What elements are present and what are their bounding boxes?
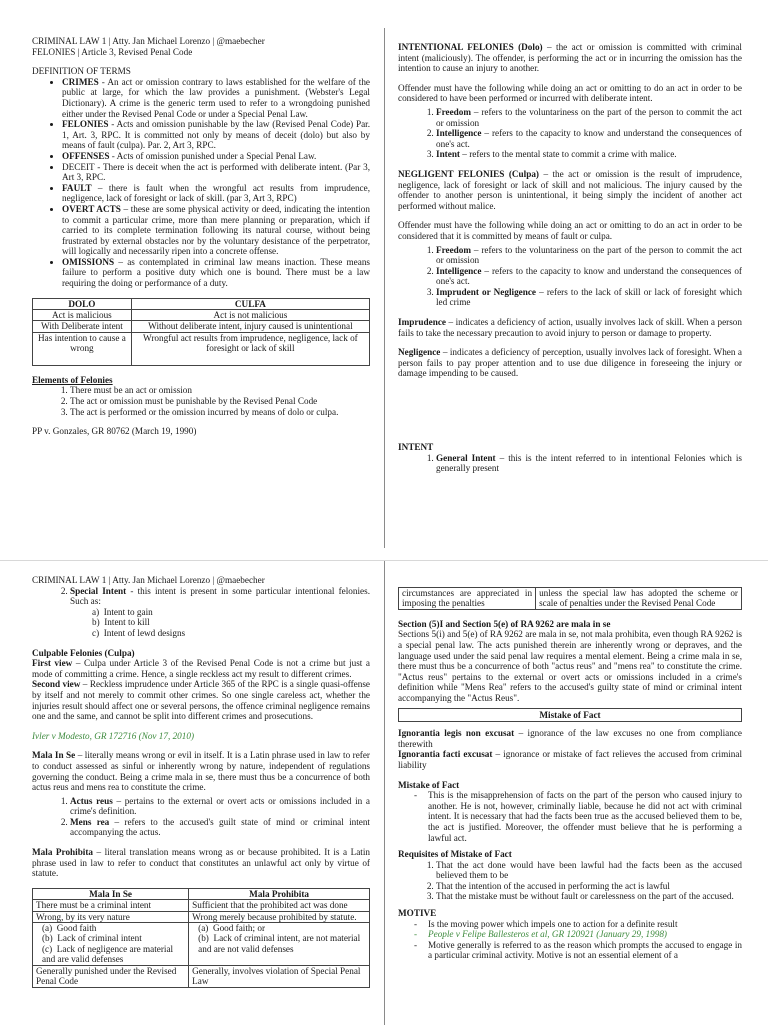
definition-item: • OVERT ACTS – these are some physical activity or deed, indicating the intention to commit a particular crime, more than mere planning or preparation, which if carried to its complete termination following its natural course, without being frustrated by external obstacles nor by the voluntary desistance of the perpetrator, will logically and necessarily ripen into a concrete offense. xyxy=(62,204,370,257)
table-cell: Wrongful act results from imprudence, negligence, lack of foresight or lack of skill xyxy=(131,332,369,365)
negligence-para: Negligence – indicates a deficiency of perception, usually involves lack of foresight. When a person fails to pay proper attention and to use due diligence in foreseeing the injury or damage impending to be caused. xyxy=(398,347,742,379)
motive-title: MOTIVE xyxy=(398,908,437,919)
definitions-title: DEFINITION OF TERMS xyxy=(32,66,131,77)
negligent-requisites-list xyxy=(398,245,742,309)
intent-list xyxy=(398,453,742,474)
list-item: - This is the misapprehension of facts on the part of the person who caused injury to another. He is not, however, criminally liable, because he did not act with criminal intent. It is necessary that had the facts been true as the accused believed them to be, the act is justified. Moreover, the offender must believe that he is performing a lawful act. xyxy=(428,790,742,843)
dolo-culpa-table xyxy=(32,298,370,366)
list-item: b) Intent to kill xyxy=(92,617,150,628)
list-item: (a) Good faith xyxy=(42,923,97,934)
ignorantia-facti-para: Ignorantia facti excusat – ignorance or mistake of fact relieves the accused from criminal liability xyxy=(398,749,742,770)
paragraph: Offender must have the following while doing an act or omitting to do an act in order to be considered that it is committed by means of fault or culpa. xyxy=(398,220,742,241)
table-row xyxy=(33,332,370,365)
mala-in-se-elements xyxy=(32,796,370,838)
definition-item: • FELONIES - Acts and omission punishable by the law (Revised Penal Code) Par. 1, Art. 3, RPC. It is committed not only by means of deceit (dolo) but also by means of fault (culpa). Par. 2, Art 3, RPC. xyxy=(62,119,370,151)
motive-list xyxy=(398,919,742,961)
imprudence-para: Imprudence – indicates a deficiency of action, usually involves lack of skill. When a person fails to take the necessary precaution to avoid injury to person or damage to property. xyxy=(398,317,742,338)
second-view-para: Second view – Reckless imprudence under Article 365 of the RPC is a single quasi-offense by itself and not merely to commit other crimes. So one single careless act, whether the injuries result should affect one or several persons, the offence criminal negligence remains one and the same, and cannot be split into different crimes and prosecutions. xyxy=(32,679,370,722)
list-item: (a) Good faith; or xyxy=(198,923,265,934)
list-item: 1. General Intent – this is the intent referred to in intentional Felonies which is generally present xyxy=(436,453,742,474)
first-view-para: First view – Culpa under Article 3 of the Revised Penal Code is not a crime but just a mode of committing a crime. Hence, a single reckless act my result to different crimes. xyxy=(32,658,370,679)
column-divider xyxy=(384,28,385,548)
list-item: 3. The act is performed or the omission incurred by means of dolo or culpa. xyxy=(70,407,370,418)
page-2 xyxy=(0,560,768,1025)
list-item: - Motive generally is referred to as the reason which prompts the accused to engage in a particular criminal activity. Motive is not an essential element of a xyxy=(428,940,742,961)
page-1-right-column xyxy=(398,42,742,474)
table-cell: Without deliberate intent, injury caused is unintentional xyxy=(131,321,369,332)
case-citation: PP v. Gonzales, GR 80762 (March 19, 1990) xyxy=(32,426,197,437)
definitions-list xyxy=(32,77,370,289)
mala-table xyxy=(32,888,370,988)
list-item: 1. Freedom – refers to the voluntariness on the part of the person to commit the act or omission xyxy=(436,245,742,266)
table-header: DOLO xyxy=(33,298,132,309)
table-row xyxy=(33,923,370,966)
list-item: 1. There must be an act or omission xyxy=(70,385,370,396)
mala-prohibita-para: Mala Prohibita – literal translation means wrong as or because prohibited. It is a Latin phrase used in law to refer to conduct that constitutes an unlawful act only by virtue of statute. xyxy=(32,847,370,879)
definition-item: • DECEIT - There is deceit when the act is performed with deliberate intent. (Par 3, Art 3, RPC. xyxy=(62,162,370,183)
page-gap xyxy=(0,548,768,560)
intent-title: INTENT xyxy=(398,442,434,453)
definition-item: • FAULT – there is fault when the wrongful act results from imprudence, negligence, lack of foresight or lack of skill. (par 3, Art 3, RPC) xyxy=(62,183,370,204)
table-cell: Wrong, by its very nature xyxy=(33,911,189,922)
table-cell: There must be a criminal intent xyxy=(33,900,189,911)
list-item: - Is the moving power which impels one to action for a definite result xyxy=(428,919,742,930)
page-2-right-column xyxy=(398,587,742,961)
table-cell: Act is malicious xyxy=(33,310,132,321)
list-item: (b) Lack of criminal intent, are not material and are not valid defenses xyxy=(198,933,361,954)
list-item: 3. Imprudent or Negligence – refers to the lack of skill or lack of foresight which led crime xyxy=(436,287,742,308)
mistake-of-fact-list xyxy=(398,790,742,843)
elements-list xyxy=(32,385,370,417)
table-header: Mala In Se xyxy=(33,888,189,899)
page-header: CRIMINAL LAW 1 | Atty. Jan Michael Lorenzo | @maebecher xyxy=(32,36,265,46)
paragraph: Offender must have the following while doing an act or omitting to do an act in order to be considered to have been performed or incurred with deliberate intent. xyxy=(398,82,742,104)
elements-title: Elements of Felonies xyxy=(32,374,113,385)
case-link[interactable]: Ivler v Modesto, GR 172716 (Nov 17, 2010) xyxy=(32,730,195,741)
mistake-of-fact-heading: Mistake of Fact xyxy=(398,708,742,723)
definition-item: • CRIMES - An act or omission contrary to laws established for the welfare of the public at large, for which the law provides a punishment. (Webster's Legal Dictionary). A crime is the generic term used to refer to a wrongdoing punished either under the Revised Penal Code or under a Special Penal Law. xyxy=(62,77,370,119)
table-cell: Act is not malicious xyxy=(131,310,369,321)
table-header: CULFA xyxy=(131,298,369,309)
table-cell: With Deliberate intent xyxy=(33,321,132,332)
list-item: 3. Intent – refers to the mental state to commit a crime with malice. xyxy=(436,149,742,160)
negligent-felonies-para: NEGLIGENT FELONIES (Culpa) – the act or omission is the result of imprudence, negligence, lack of foresight or lack of skill and not malicious. The injury caused by the offender to another person is unintentional, it being simply the incident of another act performed without malice. xyxy=(398,168,742,211)
table-row xyxy=(33,965,370,987)
table-header: Mala Prohibita xyxy=(189,888,370,899)
table-cell: Wrong merely because prohibited by statute. xyxy=(189,911,370,922)
mala-in-se-para: Mala In Se – literally means wrong or evil in itself. It is a Latin phrase used in law to refer to conduct assessed as sinful or inherently wrong by nature, independent of regulations governing the conduct. Being a crime mala in se, there must thus be a concurrence of both actus reus and mens rea to constitute the crime. xyxy=(32,750,370,793)
table-cell: circumstances are appreciated in imposing the penalties xyxy=(399,588,536,610)
paragraph: Sections 5(i) and 5(e) of RA 9262 are mala in se, not mala prohibita, even though RA 9262 is a special penal law. The acts punished therein are inherently wrong or depraves, and the language used under the said penal law requires a mental element. Being a crime mala in se, there must thus be a concurrence of both "actus reus" and "mens rea" to constitute the crime. "Actus reus" pertains to the external or overt acts or omissions included in a crime's definition while "Mens Rea" refers to the accused's guilty state of mind or criminal intent accompanying the "Actus Reus". xyxy=(398,629,742,703)
list-item: (b) Lack of criminal intent xyxy=(42,933,142,944)
case-link[interactable]: - People v Felipe Ballesteros et al, GR 120921 (January 29, 1998) xyxy=(428,929,742,940)
requisites-title: Requisites of Mistake of Fact xyxy=(398,849,512,860)
list-item: 2. Intelligence – refers to the capacity to know and understand the consequences of one's act. xyxy=(436,128,742,149)
table-row xyxy=(33,321,370,332)
list-item: c) Intent of lewd designs xyxy=(92,627,186,638)
table-row xyxy=(33,900,370,911)
ignorantia-legis-para: Ignorantia legis non excusat – ignorance of the law excuses no one from compliance therewith xyxy=(398,728,742,749)
definition-item: • OMISSIONS – as contemplated in criminal law means inaction. These means failure to perform a positive duty which one is bound. There must be a law requiring the doing or performance of a duty. xyxy=(62,257,370,289)
page-2-left-column xyxy=(32,575,370,988)
table-cell xyxy=(33,923,189,966)
list-item: 2. The act or omission must be punishable by the Revised Penal Code xyxy=(70,396,370,407)
page-1-left-column xyxy=(32,36,370,437)
table-cell: Generally punished under the Revised Penal Code xyxy=(33,965,189,987)
list-item: 1. Freedom – refers to the voluntariness on the part of the person to commit the act or omission xyxy=(436,107,742,128)
list-item: 2. Intelligence – refers to the capacity to know and understand the consequences of one's act. xyxy=(436,266,742,287)
table-cell: Has intention to cause a wrong xyxy=(33,332,132,365)
page-header: CRIMINAL LAW 1 | Atty. Jan Michael Lorenzo | @maebecher xyxy=(32,575,265,585)
mistake-of-fact-subtitle: Mistake of Fact xyxy=(398,779,460,790)
column-divider xyxy=(384,561,385,1025)
intent-list-continued xyxy=(32,586,370,607)
table-cell: unless the special law has adopted the scheme or scale of penalties under the Revised Penal Code xyxy=(536,588,742,610)
list-item: 2. Mens rea – refers to the accused's guilt state of mind or criminal intent accompanying the actus. xyxy=(70,817,370,838)
intentional-felonies-para: INTENTIONAL FELONIES (Dolo) – the act or omission is committed with criminal intent (maliciously). The offender, is performing the act or in incurring the omission has the intention to cause an injury to another. xyxy=(398,42,742,74)
section-title: Section (5)I and Section 5(e) of RA 9262 are mala in se xyxy=(398,618,611,629)
page-subheader: FELONIES | Article 3, Revised Penal Code xyxy=(32,46,193,57)
list-item: 2. That the intention of the accused in performing the act is lawful xyxy=(436,881,742,892)
list-item: (c) Lack of negligence are material and are valid defenses xyxy=(42,943,174,965)
mala-table-continued xyxy=(398,587,742,610)
culpable-felonies-title: Culpable Felonies (Culpa) xyxy=(32,647,135,658)
table-row xyxy=(399,588,742,610)
list-item: 1. Actus reus – pertains to the external or overt acts or omissions included in a crime's definition. xyxy=(70,796,370,817)
intentional-requisites-list xyxy=(398,107,742,160)
table-cell xyxy=(189,923,370,966)
list-item: 2. Special Intent - this intent is present in some particular intentional felonies. Such as: xyxy=(70,586,370,607)
requisites-list xyxy=(398,860,742,902)
list-item: a) Intent to gain xyxy=(92,606,153,617)
list-item: 3. That the mistake must be without fault or carelessness on the part of the accused. xyxy=(436,891,742,902)
definition-item: • OFFENSES - Acts of omission punished under a Special Penal Law. xyxy=(62,151,370,162)
table-cell: Generally, involves violation of Special Penal Law xyxy=(189,965,370,987)
table-row xyxy=(33,310,370,321)
special-intent-list xyxy=(32,607,370,639)
table-cell: Sufficient that the prohibited act was done xyxy=(189,900,370,911)
list-item: 1. That the act done would have been lawful had the facts been as the accused believed them to be xyxy=(436,860,742,881)
table-row xyxy=(33,911,370,922)
